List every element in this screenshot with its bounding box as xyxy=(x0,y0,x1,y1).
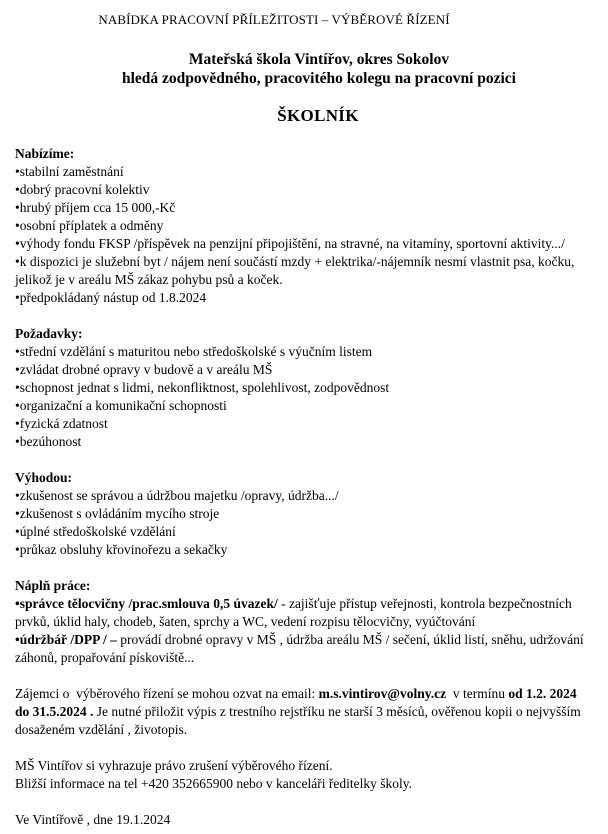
duty-item-maintenance xyxy=(15,631,593,667)
offers-section xyxy=(15,145,593,307)
duties-heading: Náplň práce: xyxy=(15,578,91,593)
requirement-item: •zvládat drobné opravy v budově a v areálu MŠ xyxy=(15,362,273,377)
advantages-section xyxy=(15,469,593,559)
requirement-item: •organizační a komunikační schopnosti xyxy=(15,398,227,413)
signature-date: Ve Vintířově , dne 19.1.2024 xyxy=(15,812,171,827)
advantage-item: •průkaz obsluhy křovinořezu a sekačky xyxy=(15,542,228,557)
duty-title: •údržbář /DPP / – xyxy=(15,632,117,647)
contact-paragraph xyxy=(15,685,593,739)
organization-name: Mateřská škola Vintířov, okres Sokolov xyxy=(188,51,450,68)
offer-item: •stabilní zaměstnání xyxy=(15,164,124,179)
offers-heading: Nabízíme: xyxy=(15,146,75,161)
document-body xyxy=(15,145,593,829)
spacer xyxy=(15,793,593,811)
spacer xyxy=(15,451,593,469)
organization-block xyxy=(0,50,608,88)
offer-item: •výhody fondu FKSP /příspěvek na penzijní připojištění, na stravné, na vitamíny, sportovní aktivity.../ xyxy=(15,236,565,251)
requirement-item: •střední vzdělání s maturitou nebo středoškolské s výučním listem xyxy=(15,344,373,359)
position-title: ŠKOLNÍK xyxy=(277,106,359,125)
contact-email: m.s.vintirov@volny.cz xyxy=(318,686,447,701)
offer-item: •k dispozici je služební byt / nájem není součástí mzdy + elektrika/-nájemník nesmí vlastnit psa, kočku, jelikož je v areálu MŠ zákaz pohybu psů a koček. xyxy=(15,254,575,287)
advantage-item: •úplné středoškolské vzdělání xyxy=(15,524,176,539)
duty-description: - zajišťuje přístup veřejnosti, kontrola bezpečnostních prvků, úklid haly, chodeb, šaten, sprchy a WC, vedení rozpisu tělocvičny, vyúčtování xyxy=(15,596,572,629)
offer-item: •osobní příplatek a odměny xyxy=(15,218,164,233)
offer-item: •hrubý příjem cca 15 000,-Kč xyxy=(15,200,176,215)
duty-title: •správce tělocvičny /prac.smlouva 0,5 úvazek/ xyxy=(15,596,278,611)
closing-section xyxy=(15,757,593,793)
requirement-item: •fyzická zdatnost xyxy=(15,416,108,431)
requirements-section xyxy=(15,325,593,451)
header-text: NABÍDKA PRACOVNÍ PŘÍLEŽITOSTI – VÝBĚROVÉ ŘÍZENÍ xyxy=(98,12,450,27)
advantage-item: •zkušenost s ovládáním mycího stroje xyxy=(15,506,220,521)
contact-intro: Zájemci o výběrového řízení se mohou ozvat na email: xyxy=(15,686,319,701)
spacer xyxy=(15,559,593,577)
duty-description: provádí drobné opravy v MŠ , údržba areálu MŠ / sečení, úklid listí, sněhu, udržování záhonů, propařování pískoviště... xyxy=(15,632,584,665)
advantage-item: •zkušenost se správou a údržbou majetku /opravy, údržba.../ xyxy=(15,488,339,503)
closing-right-to-cancel: MŠ Vintířov si vyhrazuje právo zrušení výběrového řízení. xyxy=(15,758,333,773)
duty-item-gym-manager xyxy=(15,595,593,631)
organization-tagline: hledá zodpovědného, pracovitého kolegu na pracovní pozici xyxy=(122,70,516,87)
offer-item: •dobrý pracovní kolektiv xyxy=(15,182,150,197)
duties-section xyxy=(15,577,593,667)
contact-attachments: Je nutné přiložit výpis z trestního rejstříku ne starší 3 měsíců, ověřenou kopii o nejvyšším dosaženém vzdělání , životopis. xyxy=(15,704,585,737)
requirements-heading: Požadavky: xyxy=(15,326,83,341)
document-header xyxy=(0,11,608,29)
advantages-heading: Výhodou: xyxy=(15,470,73,485)
closing-info-phone: Bližší informace na tel +420 352665900 nebo v kanceláři ředitelky školy. xyxy=(15,776,413,791)
spacer xyxy=(15,667,593,685)
contact-date-range: od 1.2. 2024 do 31.5.2024 . xyxy=(15,686,580,719)
contact-term-label: v termínu xyxy=(446,686,509,701)
spacer xyxy=(15,307,593,325)
requirement-item: •schopnost jednat s lidmi, nekonfliktnost, spolehlivost, zodpovědnost xyxy=(15,380,390,395)
spacer xyxy=(15,739,593,757)
offer-item: •předpokládaný nástup od 1.8.2024 xyxy=(15,290,207,305)
requirement-item: •bezúhonost xyxy=(15,434,82,449)
